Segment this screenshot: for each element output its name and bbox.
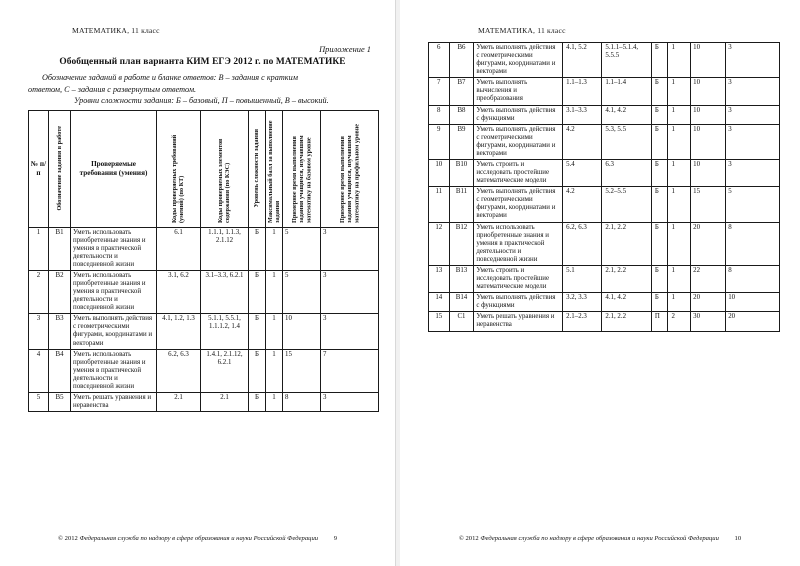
cell-num: 15 bbox=[428, 312, 449, 331]
cell-kes-codes: 2.1 bbox=[201, 392, 249, 411]
cell-designation: В14 bbox=[449, 293, 474, 312]
cell-kt-codes: 6.1 bbox=[157, 227, 201, 270]
cell-requirements: Уметь выполнять действия с геометрическими фигурами, координатами и векторами bbox=[474, 124, 563, 159]
cell-kt-codes: 4.1, 5.2 bbox=[563, 43, 602, 78]
cell-kes-codes: 5.3, 5.5 bbox=[602, 124, 652, 159]
cell-time-profile: 3 bbox=[726, 78, 780, 105]
table-row bbox=[428, 265, 779, 292]
header-kes-codes bbox=[201, 110, 249, 227]
cell-kes-codes: 5.1.1–5.1.4, 5.5.5 bbox=[602, 43, 652, 78]
cell-requirements: Уметь выполнять вычисления и преобразования bbox=[474, 78, 563, 105]
cell-max-score: 1 bbox=[266, 227, 283, 270]
cell-time-base: 22 bbox=[691, 265, 726, 292]
cell-time-profile: 7 bbox=[321, 349, 379, 392]
cell-max-score: 1 bbox=[266, 314, 283, 349]
cell-kes-codes: 2.1, 2.2 bbox=[602, 265, 652, 292]
table-row bbox=[428, 293, 779, 312]
footer-page-number: 10 bbox=[734, 535, 742, 542]
cell-num: 12 bbox=[428, 222, 449, 265]
cell-kt-codes: 6.2, 6.3 bbox=[157, 349, 201, 392]
header-level bbox=[249, 110, 266, 227]
table-row bbox=[428, 312, 779, 331]
cell-max-score: 1 bbox=[668, 187, 691, 222]
cell-kt-codes: 3.1, 6.2 bbox=[157, 270, 201, 313]
header-kes-codes-label: Коды проверяемых элементов содержания (по КЭС) bbox=[217, 138, 232, 223]
footer-copyright: © 2012 bbox=[458, 535, 479, 542]
cell-kt-codes: 3.2, 3.3 bbox=[563, 293, 602, 312]
page-title: Обобщенный план варианта КИМ ЕГЭ 2012 г. по МАТЕМАТИКЕ bbox=[59, 57, 346, 67]
cell-designation: В8 bbox=[449, 105, 474, 124]
cell-requirements: Уметь использовать приобретенные знания и умения в практической деятельности и повседневной жизни bbox=[71, 349, 157, 392]
cell-time-base: 10 bbox=[691, 78, 726, 105]
cell-time-base: 10 bbox=[691, 105, 726, 124]
header-designation bbox=[49, 110, 71, 227]
cell-kes-codes: 2.1, 2.2 bbox=[602, 222, 652, 265]
page-right bbox=[400, 0, 800, 566]
cell-kt-codes: 5.4 bbox=[563, 160, 602, 187]
cell-num: 7 bbox=[428, 78, 449, 105]
running-head-left: МАТЕМАТИКА, 11 класс bbox=[72, 26, 160, 35]
footer-page-number: 9 bbox=[333, 535, 337, 542]
cell-max-score: 1 bbox=[668, 124, 691, 159]
cell-level: Б bbox=[651, 222, 668, 265]
plan-table-left-body bbox=[29, 227, 379, 412]
table-row bbox=[29, 270, 379, 313]
cell-designation: В9 bbox=[449, 124, 474, 159]
cell-kes-codes: 2.1, 2.2 bbox=[602, 312, 652, 331]
cell-time-base: 15 bbox=[691, 187, 726, 222]
table-row bbox=[428, 160, 779, 187]
cell-designation: В4 bbox=[49, 349, 71, 392]
cell-time-profile: 3 bbox=[321, 392, 379, 411]
cell-kt-codes: 2.1 bbox=[157, 392, 201, 411]
cell-max-score: 1 bbox=[266, 392, 283, 411]
cell-kt-codes: 1.1–1.3 bbox=[563, 78, 602, 105]
cell-level: Б bbox=[651, 124, 668, 159]
cell-max-score: 1 bbox=[668, 222, 691, 265]
cell-requirements: Уметь использовать приобретенные знания и умения в практической деятельности и повседневной жизни bbox=[71, 270, 157, 313]
cell-requirements: Уметь выполнять действия с функциями bbox=[474, 293, 563, 312]
header-time-base-label: Примерное время выполнения задания учащимся, изучавшим математику на базовом уровне bbox=[290, 134, 313, 223]
cell-max-score: 1 bbox=[668, 293, 691, 312]
plan-table-right-body bbox=[428, 43, 779, 332]
header-time-base bbox=[283, 110, 321, 227]
cell-designation: В12 bbox=[449, 222, 474, 265]
cell-num: 5 bbox=[29, 392, 49, 411]
cell-designation: В11 bbox=[449, 187, 474, 222]
cell-max-score: 1 bbox=[668, 265, 691, 292]
cell-kt-codes: 6.2, 6.3 bbox=[563, 222, 602, 265]
cell-num: 6 bbox=[428, 43, 449, 78]
cell-max-score: 1 bbox=[668, 43, 691, 78]
table-row bbox=[428, 78, 779, 105]
cell-num: 2 bbox=[29, 270, 49, 313]
cell-time-base: 5 bbox=[283, 227, 321, 270]
cell-requirements: Уметь выполнять действия с геометрическими фигурами, координатами и векторами bbox=[71, 314, 157, 349]
cell-kt-codes: 4.2 bbox=[563, 187, 602, 222]
header-max-score bbox=[266, 110, 283, 227]
header-kt-codes-label: Коды проверяемых требований (умений) (по КТ) bbox=[171, 134, 186, 223]
footer-organization: Федеральная служба по надзору в сфере образования и науки Российской Федерации bbox=[79, 535, 319, 542]
cell-kes-codes: 1.1.1, 1.1.3, 2.1.12 bbox=[201, 227, 249, 270]
cell-num: 4 bbox=[29, 349, 49, 392]
cell-designation: В1 bbox=[49, 227, 71, 270]
cell-level: Б bbox=[651, 160, 668, 187]
cell-kes-codes: 3.1–3.3, 6.2.1 bbox=[201, 270, 249, 313]
header-num bbox=[29, 110, 49, 227]
cell-kes-codes: 1.4.1, 2.1.12, 6.2.1 bbox=[201, 349, 249, 392]
cell-max-score: 1 bbox=[668, 160, 691, 187]
cell-num: 14 bbox=[428, 293, 449, 312]
cell-kt-codes: 3.1–3.3 bbox=[563, 105, 602, 124]
running-head-right: МАТЕМАТИКА, 11 класс bbox=[477, 26, 566, 35]
cell-designation: В13 bbox=[449, 265, 474, 292]
table-row bbox=[428, 105, 779, 124]
header-time-profile-label: Примерное время выполнения задания учащимся, изучавшим математику на профильном уровне bbox=[338, 123, 361, 223]
table-row bbox=[29, 349, 379, 392]
cell-level: Б bbox=[249, 349, 266, 392]
cell-requirements: Уметь решать уравнения и неравенства bbox=[71, 392, 157, 411]
table-row bbox=[428, 43, 779, 78]
cell-time-profile: 10 bbox=[726, 293, 780, 312]
table-row bbox=[29, 227, 379, 270]
cell-num: 1 bbox=[29, 227, 49, 270]
cell-time-profile: 3 bbox=[726, 124, 780, 159]
cell-designation: В10 bbox=[449, 160, 474, 187]
cell-kes-codes: 4.1, 4.2 bbox=[602, 105, 652, 124]
plan-table-right bbox=[428, 42, 780, 332]
cell-num: 8 bbox=[428, 105, 449, 124]
cell-max-score: 1 bbox=[668, 78, 691, 105]
header-max-score-label: Максимальный балл за выполнение задания bbox=[267, 120, 282, 223]
cell-num: 13 bbox=[428, 265, 449, 292]
cell-time-profile: 5 bbox=[726, 187, 780, 222]
cell-time-profile: 3 bbox=[321, 270, 379, 313]
cell-kes-codes: 1.1–1.4 bbox=[602, 78, 652, 105]
header-kt-codes bbox=[157, 110, 201, 227]
footer-copyright: © 2012 bbox=[58, 535, 78, 542]
table-row bbox=[29, 392, 379, 411]
cell-level: Б bbox=[651, 265, 668, 292]
cell-time-base: 10 bbox=[283, 314, 321, 349]
header-requirements-label: Проверяемые требования (умения) bbox=[79, 159, 148, 177]
cell-time-base: 30 bbox=[691, 312, 726, 331]
cell-requirements: Уметь выполнять действия с геометрическими фигурами, координатами и векторами bbox=[474, 43, 563, 78]
cell-max-score: 1 bbox=[668, 105, 691, 124]
cell-num: 11 bbox=[428, 187, 449, 222]
cell-max-score: 1 bbox=[266, 349, 283, 392]
cell-time-base: 10 bbox=[691, 43, 726, 78]
cell-level: Б bbox=[249, 270, 266, 313]
header-time-profile bbox=[321, 110, 379, 227]
legend-line-2: ответом, С – задания с развернутым ответом. bbox=[28, 84, 197, 94]
cell-time-profile: 3 bbox=[726, 160, 780, 187]
cell-designation: В5 bbox=[49, 392, 71, 411]
table-row bbox=[428, 222, 779, 265]
cell-time-base: 10 bbox=[691, 160, 726, 187]
cell-designation: С1 bbox=[449, 312, 474, 331]
header-num-label: № п/п bbox=[30, 159, 47, 177]
footer-organization: Федеральная служба по надзору в сфере образования и науки Российской Федерации bbox=[480, 535, 719, 542]
cell-level: Б bbox=[249, 392, 266, 411]
header-level-label: Уровень сложности задания bbox=[253, 129, 261, 208]
cell-max-score: 2 bbox=[668, 312, 691, 331]
cell-time-base: 20 bbox=[691, 293, 726, 312]
cell-requirements: Уметь решать уравнения и неравенства bbox=[474, 312, 563, 331]
cell-kes-codes: 5.2–5.5 bbox=[602, 187, 652, 222]
cell-num: 3 bbox=[29, 314, 49, 349]
cell-designation: В3 bbox=[49, 314, 71, 349]
cell-num: 10 bbox=[428, 160, 449, 187]
cell-kt-codes: 5.1 bbox=[563, 265, 602, 292]
legend-line-3: Уровни сложности задания: Б – базовый, П – повышенный, В – высокий. bbox=[74, 96, 329, 105]
cell-level: Б bbox=[651, 78, 668, 105]
cell-time-profile: 8 bbox=[726, 222, 780, 265]
cell-level: Б bbox=[651, 187, 668, 222]
cell-designation: В2 bbox=[49, 270, 71, 313]
plan-table-left bbox=[28, 110, 379, 413]
cell-requirements: Уметь использовать приобретенные знания и умения в практической деятельности и повседневной жизни bbox=[71, 227, 157, 270]
page-left bbox=[0, 0, 396, 566]
cell-max-score: 1 bbox=[266, 270, 283, 313]
cell-requirements: Уметь строить и исследовать простейшие математические модели bbox=[474, 160, 563, 187]
cell-level: Б bbox=[249, 227, 266, 270]
cell-time-base: 15 bbox=[283, 349, 321, 392]
cell-requirements: Уметь выполнять действия с геометрическими фигурами, координатами и векторами bbox=[474, 187, 563, 222]
cell-kt-codes: 4.2 bbox=[563, 124, 602, 159]
cell-kt-codes: 4.1, 1.2, 1.3 bbox=[157, 314, 201, 349]
header-requirements bbox=[71, 110, 157, 227]
cell-kt-codes: 2.1–2.3 bbox=[563, 312, 602, 331]
cell-level: Б bbox=[651, 43, 668, 78]
appendix-label: Приложение 1 bbox=[319, 45, 371, 54]
cell-time-profile: 3 bbox=[321, 314, 379, 349]
cell-time-profile: 3 bbox=[726, 105, 780, 124]
cell-requirements: Уметь выполнять действия с функциями bbox=[474, 105, 563, 124]
cell-time-base: 20 bbox=[691, 222, 726, 265]
footer-left bbox=[0, 535, 395, 542]
cell-time-base: 5 bbox=[283, 270, 321, 313]
cell-time-profile: 20 bbox=[726, 312, 780, 331]
cell-level: Б bbox=[651, 105, 668, 124]
cell-level: Б bbox=[651, 293, 668, 312]
table-row bbox=[428, 124, 779, 159]
legend-line-1: Обозначение заданий в работе и бланке ответов: В – задания с кратким bbox=[42, 73, 298, 82]
cell-time-profile: 3 bbox=[726, 43, 780, 78]
cell-time-profile: 8 bbox=[726, 265, 780, 292]
table-header-row bbox=[29, 110, 379, 227]
cell-kes-codes: 6.3 bbox=[602, 160, 652, 187]
footer-right bbox=[400, 535, 800, 542]
cell-kes-codes: 4.1, 4.2 bbox=[602, 293, 652, 312]
cell-time-base: 8 bbox=[283, 392, 321, 411]
cell-requirements: Уметь строить и исследовать простейшие математические модели bbox=[474, 265, 563, 292]
cell-requirements: Уметь использовать приобретенные знания и умения в практической деятельности и повседневной жизни bbox=[474, 222, 563, 265]
cell-time-base: 10 bbox=[691, 124, 726, 159]
cell-num: 9 bbox=[428, 124, 449, 159]
table-row bbox=[29, 314, 379, 349]
cell-designation: В6 bbox=[449, 43, 474, 78]
cell-kes-codes: 5.1.1, 5.5.1, 1.1.1.2, 1.4 bbox=[201, 314, 249, 349]
cell-level: П bbox=[651, 312, 668, 331]
header-designation-label: Обозначение задания в работе bbox=[55, 126, 63, 211]
cell-level: Б bbox=[249, 314, 266, 349]
table-row bbox=[428, 187, 779, 222]
cell-designation: В7 bbox=[449, 78, 474, 105]
cell-time-profile: 3 bbox=[321, 227, 379, 270]
